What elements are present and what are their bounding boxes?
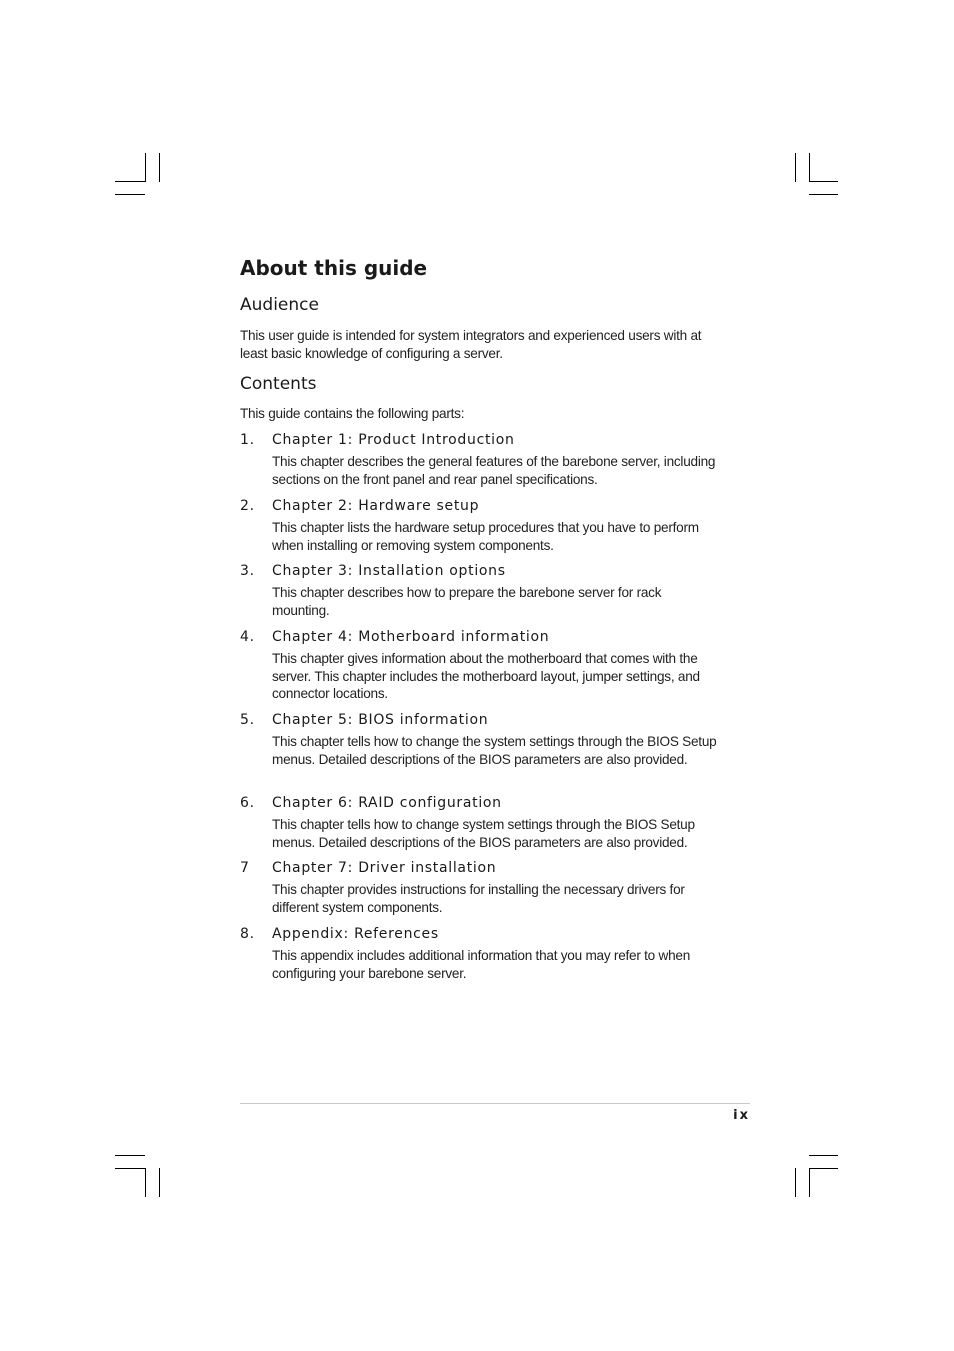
crop-mark xyxy=(809,153,810,182)
contents-item xyxy=(240,496,720,554)
item-number: 3. xyxy=(240,563,255,579)
item-description: This chapter lists the hardware setup procedures that you have to perform when installing or removing system components. xyxy=(272,520,699,553)
crop-mark xyxy=(809,1168,810,1197)
audience-heading: Audience xyxy=(240,295,319,315)
contents-item xyxy=(240,710,720,768)
contents-item xyxy=(240,858,720,916)
item-number: 8. xyxy=(240,926,255,942)
item-title: Chapter 1: Product Introduction xyxy=(272,432,515,448)
item-title: Chapter 7: Driver installation xyxy=(272,860,497,876)
crop-mark xyxy=(115,1168,145,1169)
item-description: This chapter describes the general features of the barebone server, including sections on the front panel and rear panel specifications. xyxy=(272,454,716,487)
crop-mark xyxy=(159,153,160,182)
contents-item xyxy=(240,627,720,703)
item-title: Chapter 2: Hardware setup xyxy=(272,498,480,514)
item-title: Appendix: References xyxy=(272,926,439,942)
contents-item xyxy=(240,793,720,851)
crop-mark xyxy=(115,1155,145,1156)
contents-intro: This guide contains the following parts: xyxy=(240,406,465,421)
item-description: This chapter tells how to change the system settings through the BIOS Setup menus. Detailed descriptions of the BIOS parameters are also provided. xyxy=(272,734,717,767)
footer-rule xyxy=(240,1103,750,1104)
item-description: This chapter gives information about the motherboard that comes with the server. This chapter includes the motherboard layout, jumper settings, and connector locations. xyxy=(272,651,700,701)
item-description: This chapter tells how to change system settings through the BIOS Setup menus. Detailed descriptions of the BIOS parameters are also provided. xyxy=(272,817,695,850)
contents-item xyxy=(240,561,720,619)
item-number: 1. xyxy=(240,432,255,448)
contents-item xyxy=(240,924,720,982)
crop-mark xyxy=(795,153,796,182)
item-number: 5. xyxy=(240,712,255,728)
audience-text: This user guide is intended for system integrators and experienced users with at least basic knowledge of configuring a server. xyxy=(240,328,702,361)
item-title: Chapter 5: BIOS information xyxy=(272,712,489,728)
crop-mark xyxy=(159,1168,160,1197)
item-number: 7 xyxy=(240,860,250,876)
crop-mark xyxy=(809,1155,838,1156)
crop-mark xyxy=(809,194,838,195)
item-title: Chapter 6: RAID configuration xyxy=(272,795,502,811)
page-number: ix xyxy=(733,1108,750,1123)
item-title: Chapter 3: Installation options xyxy=(272,563,506,579)
crop-mark xyxy=(145,153,146,182)
contents-heading: Contents xyxy=(240,374,317,394)
crop-mark xyxy=(809,181,838,182)
item-number: 6. xyxy=(240,795,255,811)
crop-mark xyxy=(115,194,145,195)
page-title: About this guide xyxy=(240,256,428,280)
item-title: Chapter 4: Motherboard information xyxy=(272,629,550,645)
item-description: This appendix includes additional information that you may refer to when configuring your barebone server. xyxy=(272,948,691,981)
crop-mark xyxy=(809,1168,838,1169)
item-number: 4. xyxy=(240,629,255,645)
crop-mark xyxy=(145,1168,146,1197)
item-number: 2. xyxy=(240,498,255,514)
item-description: This chapter describes how to prepare the barebone server for rack mounting. xyxy=(272,585,662,618)
crop-mark xyxy=(115,181,145,182)
contents-item xyxy=(240,430,720,488)
crop-mark xyxy=(795,1168,796,1197)
item-description: This chapter provides instructions for installing the necessary drivers for different system components. xyxy=(272,882,685,915)
